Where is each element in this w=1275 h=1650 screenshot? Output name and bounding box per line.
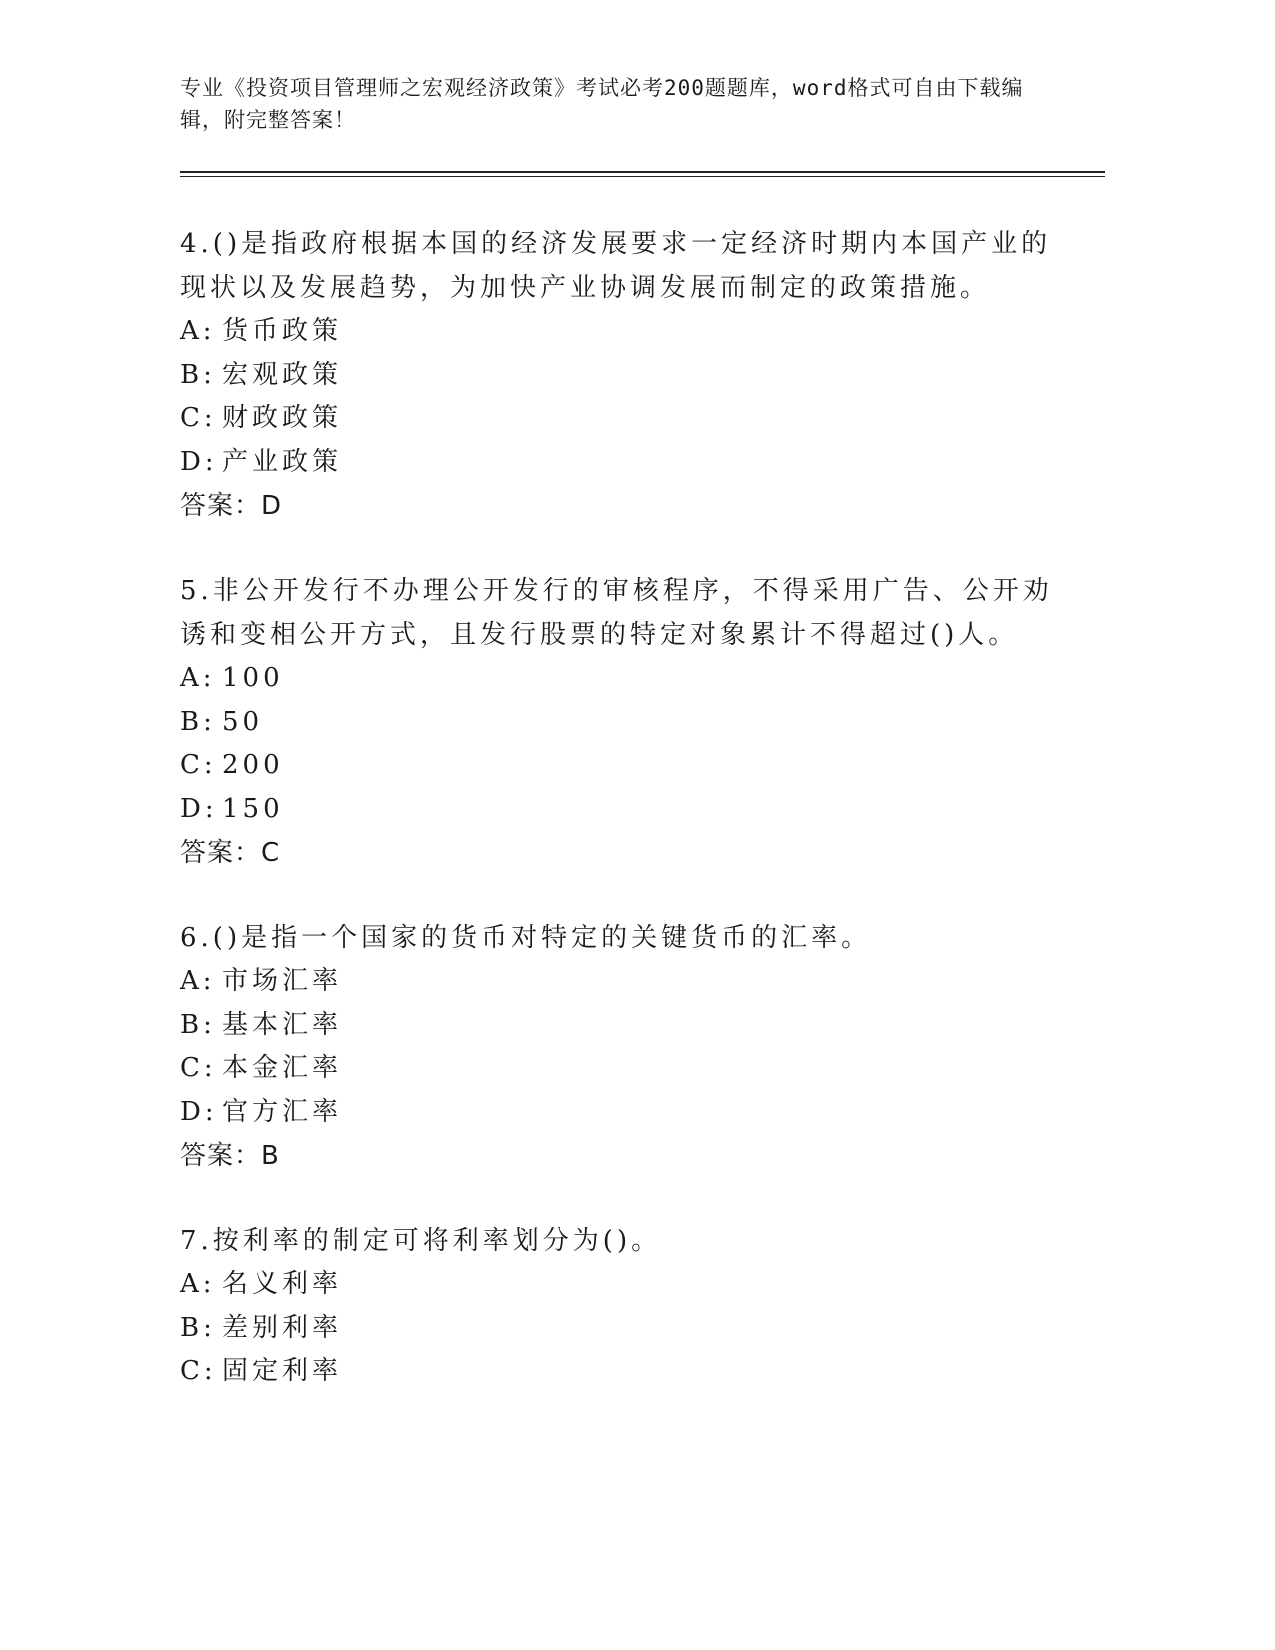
answer: 答案：D [180,491,283,521]
question-list [180,222,1080,1435]
option-b [180,1307,1080,1351]
option-text: 市场汇率 [222,966,343,996]
option-key: D: [180,793,218,824]
option-d [180,1091,1080,1135]
question-stem: 6.()是指一个国家的货币对特定的关键货币的汇率。 [180,923,872,953]
question-stem: 5.非公开发行不办理公开发行的审核程序，不得采用广告、公开劝诱和变相公开方式，且发行股票的特定对象累计不得超过()人。 [180,576,1053,650]
option-text: 差别利率 [222,1312,343,1343]
option-b [180,1004,1080,1048]
option-key: C: [180,1053,217,1083]
option-key: D: [180,446,218,477]
option-text: 固定利率 [222,1356,343,1386]
question-4 [180,222,1080,528]
option-text: 100 [222,663,284,693]
option-text: 基本汇率 [222,1009,343,1040]
option-text: 货币政策 [222,316,343,346]
option-text: 本金汇率 [222,1053,343,1083]
question-6 [180,916,1080,1178]
option-b [180,354,1080,398]
option-text: 150 [222,793,284,824]
option-key: B: [180,1009,216,1040]
option-key: C: [180,750,217,780]
option-text: 宏观政策 [222,359,343,390]
header-divider-bottom [180,176,1105,177]
question-7 [180,1219,1080,1394]
answer: 答案：C [180,838,281,868]
option-text: 名义利率 [222,1269,343,1299]
option-a [180,1263,1080,1307]
answer: 答案：B [180,1141,280,1171]
option-c [180,1350,1080,1394]
option-text: 财政政策 [222,403,343,433]
option-b [180,701,1080,745]
option-a [180,960,1080,1004]
option-key: A: [180,1269,216,1299]
question-stem: 7.按利率的制定可将利率划分为()。 [180,1226,662,1256]
option-key: A: [180,966,216,996]
option-key: C: [180,403,217,433]
option-text: 产业政策 [222,446,343,477]
option-a [180,657,1080,701]
option-d [180,788,1080,832]
option-text: 200 [222,750,284,780]
question-stem: 4.()是指政府根据本国的经济发展要求一定经济时期内本国产业的现状以及发展趋势，为加快产业协调发展而制定的政策措施。 [180,229,1052,303]
question-5 [180,569,1080,875]
option-a [180,310,1080,354]
option-key: A: [180,663,216,693]
option-key: D: [180,1096,218,1127]
document-header: 专业《投资项目管理师之宏观经济政策》考试必考200题题库，word格式可自由下载编辑，附完整答案！ [180,76,1024,132]
option-key: A: [180,316,216,346]
option-text: 50 [222,706,264,737]
option-d [180,441,1080,485]
option-key: B: [180,706,216,737]
option-key: C: [180,1356,217,1386]
option-key: B: [180,1312,216,1343]
option-text: 官方汇率 [222,1096,343,1127]
header-divider-top [180,171,1105,173]
option-key: B: [180,359,216,390]
option-c [180,744,1080,788]
option-c [180,1047,1080,1091]
option-c [180,397,1080,441]
